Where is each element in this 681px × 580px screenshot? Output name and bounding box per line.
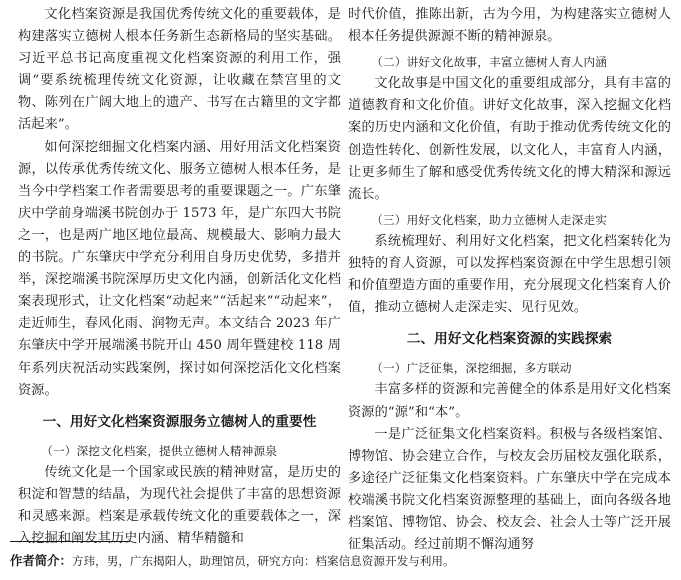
paragraph-1-3: 系统梳理好、利用好文化档案，把文化档案转化为独特的育人资源，可以发挥档案资源在中学生思想引领和价值塑造方面的重要作用，充分展现文化档案育人价值，推动立德树人走深走实、见行见效。 <box>348 233 671 316</box>
paragraph-2-1b: 一是广泛征集文化档案资料。积极与各级档案馆、博物馆、协会建立合作，与校友会历届校友强化联系，多途径广泛征集文化档案资料。广东肇庆中学在完成本校端溪书院文化档案资源整理的基础上，面向各级各地档案馆、博物馆、协会、校友会、社会人士等广泛开展征集活动。经过前期不懈沟通努 <box>348 426 671 553</box>
paragraph-1-2: 文化故事是中国文化的重要组成部分，具有丰富的道德教育和文化价值。讲好文化故事，深入挖掘文化档案的历史内涵和文化价值，有助于推动优秀传统文化的创造性转化、创新性发展，以文化人，丰富育人内涵，让更多师生了解和感受优秀传统文化的博大精深和源远流长。 <box>348 76 671 202</box>
paragraph-1-1-continued: 时代价值，推陈出新，古为今用，为构建落实立德树人根本任务提供源源不断的精神源泉。 <box>348 7 671 45</box>
section-heading-2: 二、用好文化档案资源的实践探索 <box>406 331 613 348</box>
author-bio <box>10 551 675 571</box>
paragraph-2-1a: 丰富多样的资源和完善健全的体系是用好文化档案资源的“源”和“本”。 <box>348 382 671 420</box>
section-heading-1: 一、用好文化档案资源服务立德树人的重要性 <box>42 413 317 430</box>
intro-paragraph: 文化档案资源是我国优秀传统文化的重要载体，是构建落实立德树人根本任务新生态新格局的坚实基础。习近平总书记高度重视文化档案资源的利用工作，强调“要系统梳理传统文化资源，让收藏在禁宫里的文物、陈列在广阔大地上的遗产、书写在古籍里的文字都活起来”。 <box>18 7 341 133</box>
paragraph-1-1: 传统文化是一个国家或民族的精神财富，是历史的积淀和智慧的结晶，为现代社会提供了丰富的思想资源和灵感来源。档案是承载传统文化的重要载体之一，深入挖掘和阐发其历史内涵、精华精髓和 <box>18 464 341 547</box>
right-column <box>348 4 671 556</box>
author-bio-text: 方玮，男，广东揭阳人，助理馆员，研究方向：档案信息资源开发与利用。 <box>71 554 455 568</box>
subheading-2-1: （一）广泛征集，深挖细掘，多方联动 <box>371 361 572 376</box>
subheading-1-1: （一）深挖文化档案，提供立德树人精神源泉 <box>41 443 278 458</box>
author-bio-label: 作者简介： <box>10 553 72 568</box>
left-column <box>18 4 341 550</box>
subheading-1-2: （二）讲好文化故事，丰富立德树人育人内涵 <box>371 55 608 70</box>
footnote-divider <box>10 541 130 542</box>
background-paragraph: 如何深挖细掘文化档案内涵、用好用活文化档案资源，以传承优秀传统文化、服务立德树人根本任务，是当今中学档案工作者需要思考的重要课题之一。广东肇庆中学前身端溪书院创办于 1573 年，是广东四大书院之一，也是两广地区地位最高、规模最大、影响力最大的书院。广东肇庆中学充分利用自身历史优势，多措并举，深挖端溪书院深厚历史文化内涵，创新活化文化档案表现形式，让文化档案“动起来”“活起来”“动起来”，走近师生，春风化雨、润物无声。本文结合 2023 年广东肇庆中学开展端溪书院开山 450 周年暨建校 118 周年系列庆祝活动实践案例，探讨如何深挖活化文化档案资源。 <box>18 139 341 398</box>
subheading-1-3: （三）用好文化档案，助力立德树人走深走实 <box>371 212 608 227</box>
